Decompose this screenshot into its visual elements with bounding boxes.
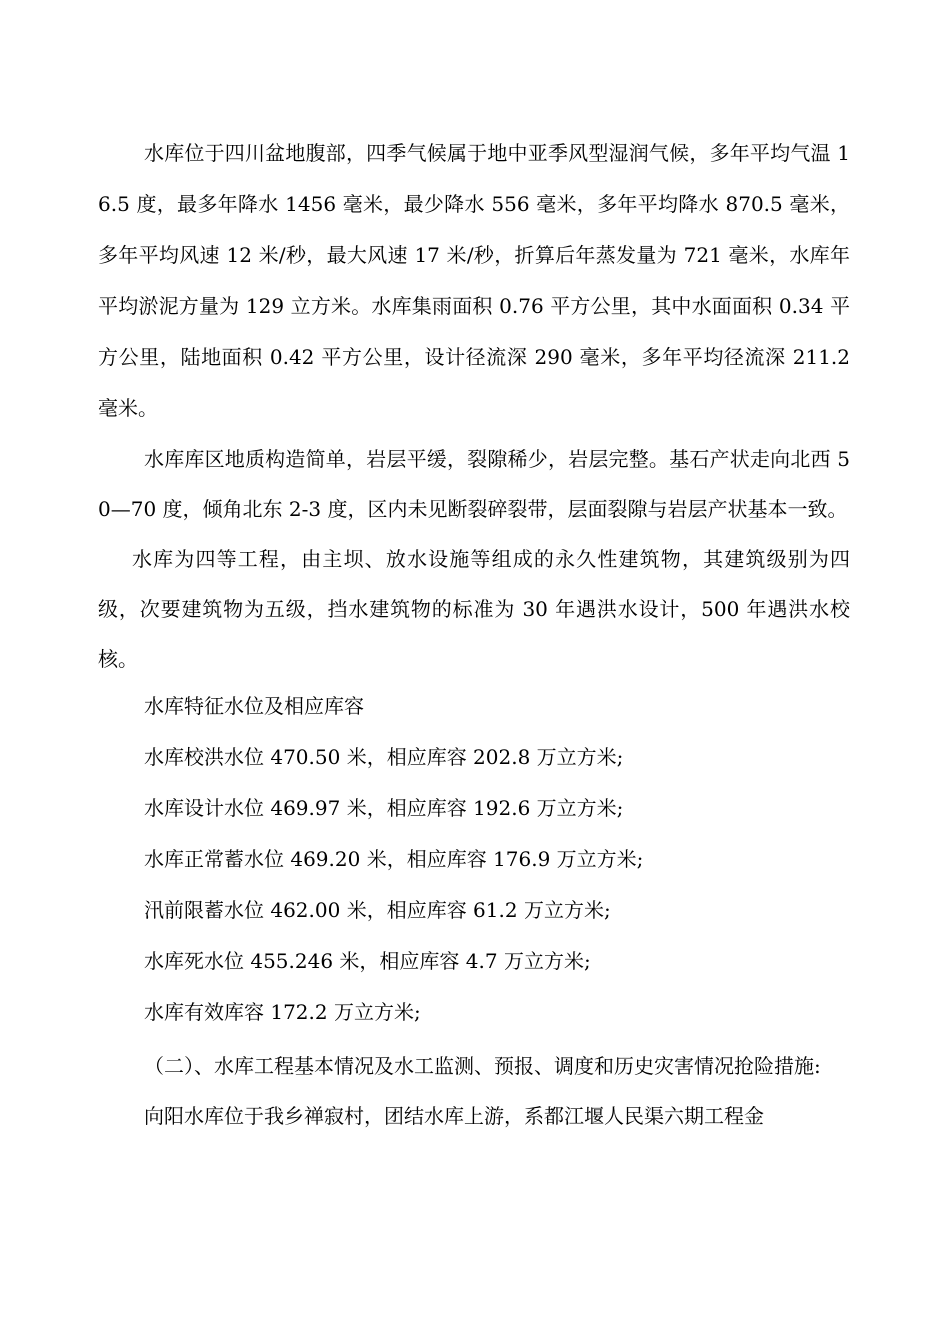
climate-paragraph: 水库位于四川盆地腹部，四季气候属于地中亚季风型湿润气候，多年平均气温 16.5 度，最多年降水 1456 毫米，最少降水 556 毫米，多年平均降水 870.5 毫米，多年平均风速 12 米/秒，最大风速 17 米/秒，折算后年蒸发量为 721 毫米，水库年平均淤泥方量为 129 立方米。水库集雨面积 0.76 平方公里，其中水面面积 0.34 平方公里，陆地面积 0.42 平方公里，设计径流深 290 毫米，多年平均径流深 211.2 毫米。 (98, 141, 850, 420)
capacity-line: 水库校洪水位 470.50 米，相应库容 202.8 万立方米; (144, 745, 624, 769)
capacity-line: 水库正常蓄水位 469.20 米，相应库容 176.9 万立方米; (144, 847, 644, 871)
capacity-line: 水库设计水位 469.97 米，相应库容 192.6 万立方米; (144, 796, 624, 820)
last-paragraph: 向阳水库位于我乡禅寂村，团结水库上游，系都江堰人民渠六期工程金 (144, 1104, 764, 1128)
section-heading: （二）、水库工程基本情况及水工监测、预报、调度和历史灾害情况抢险措施: (144, 1054, 821, 1078)
engineering-paragraph: 水库为四等工程，由主坝、放水设施等组成的永久性建筑物，其建筑级别为四级，次要建筑物为五级，挡水建筑物的标准为 30 年遇洪水设计，500 年遇洪水校核。 (98, 547, 850, 671)
capacity-line: 水库有效库容 172.2 万立方米; (144, 1000, 421, 1024)
capacity-heading: 水库特征水位及相应库容 (144, 694, 364, 718)
document-body (98, 128, 850, 1142)
capacity-line: 汛前限蓄水位 462.00 米，相应库容 61.2 万立方米; (144, 898, 611, 922)
geology-paragraph: 水库库区地质构造简单，岩层平缓，裂隙稀少，岩层完整。基石产状走向北西 50—70 度，倾角北东 2-3 度，区内未见断裂碎裂带，层面裂隙与岩层产状基本一致。 (98, 447, 850, 521)
capacity-line: 水库死水位 455.246 米，相应库容 4.7 万立方米; (144, 949, 591, 973)
